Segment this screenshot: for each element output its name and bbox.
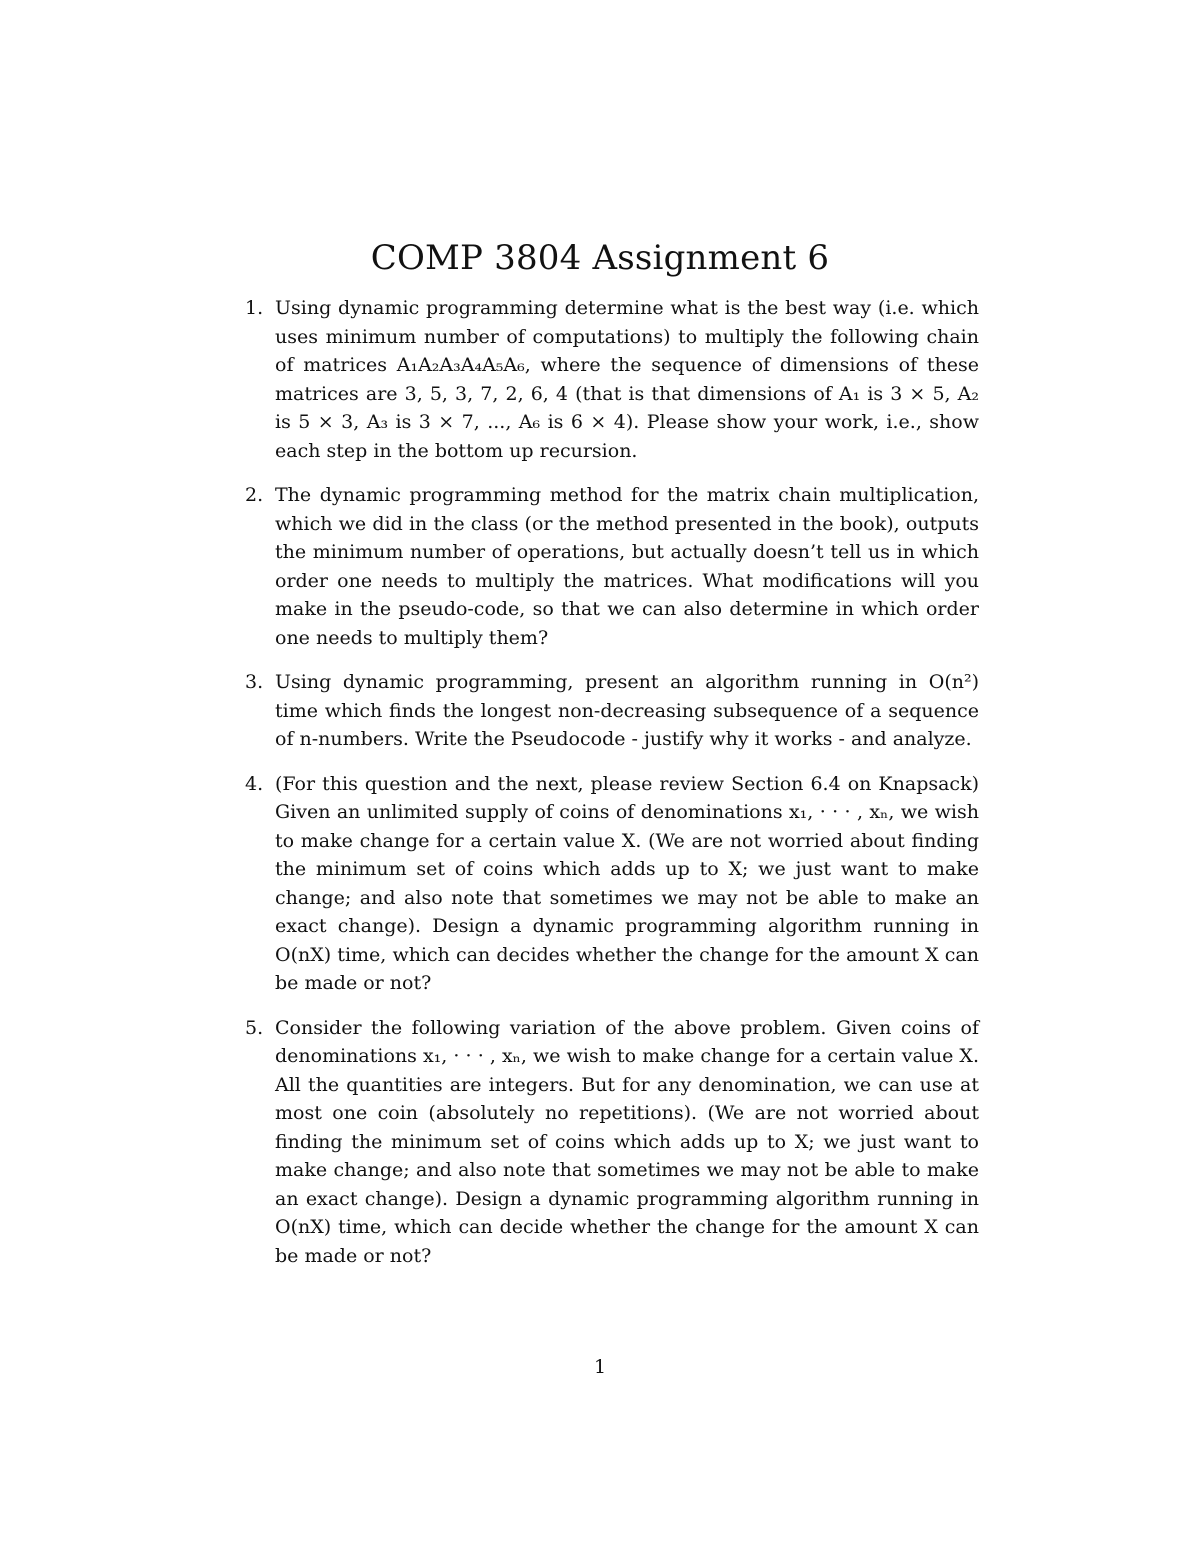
question-number: 3. (245, 671, 264, 693)
question-item-2 (245, 481, 979, 652)
question-text: Consider the following variation of the above problem. Given coins of denominations x₁, · · · , xₙ, we wish to make change for a certain value X. All the quantities are integers. But for any denomination, we can use at most one coin (absolutely no repetitions). (We are not worried about finding the minimum set of coins which adds up to X; we just want to make change; and also note that sometimes we may not be able to make an exact change). Design a dynamic programming algorithm running in O(nX) time, which can decide whether the change for the amount X can be made or not? (275, 1016, 979, 1267)
question-number: 4. (245, 772, 264, 795)
question-text: Using dynamic programming, present an algorithm running in O(n²) time which finds the longest non-decreasing subsequence of a sequence of n-numbers. Write the Pseudocode - justify why it works - and analyze. (275, 671, 979, 750)
question-item-3 (245, 668, 979, 754)
question-number: 5. (245, 1016, 264, 1039)
question-number: 2. (245, 484, 264, 506)
question-item-5 (245, 1014, 979, 1271)
question-text: The dynamic programming method for the matrix chain multiplication, which we did in the class (or the method presented in the book), outputs the minimum number of operations, but actually doesn’t tell us in which order one needs to multiply the matrices. What modifications will you make in the pseudo-code, so that we can also determine in which order one needs to multiply them? (275, 484, 979, 649)
question-item-1 (245, 294, 979, 465)
question-list (245, 294, 979, 1286)
question-item-4 (245, 770, 979, 998)
page-title: COMP 3804 Assignment 6 (370, 238, 830, 278)
question-text: (For this question and the next, please review Section 6.4 on Knapsack) Given an unlimited supply of coins of denominations x₁, · · · , xₙ, we wish to make change for a certain value X. (We are not worried about finding the minimum set of coins which adds up to X; we just want to make change; and also note that sometimes we may not be able to make an exact change). Design a dynamic programming algorithm running in O(nX) time, which can decides whether the change for the amount X can be made or not? (275, 772, 979, 994)
page-number: 1 (593, 1356, 607, 1378)
question-text: Using dynamic programming determine what is the best way (i.e. which uses minimum number of computations) to multiply the following chain of matrices A₁A₂A₃A₄A₅A₆, where the sequence of dimensions of these matrices are 3, 5, 3, 7, 2, 6, 4 (that is that dimensions of A₁ is 3 × 5, A₂ is 5 × 3, A₃ is 3 × 7, ..., A₆ is 6 × 4). Please show your work, i.e., show each step in the bottom up recursion. (275, 297, 979, 462)
question-number: 1. (245, 297, 264, 319)
